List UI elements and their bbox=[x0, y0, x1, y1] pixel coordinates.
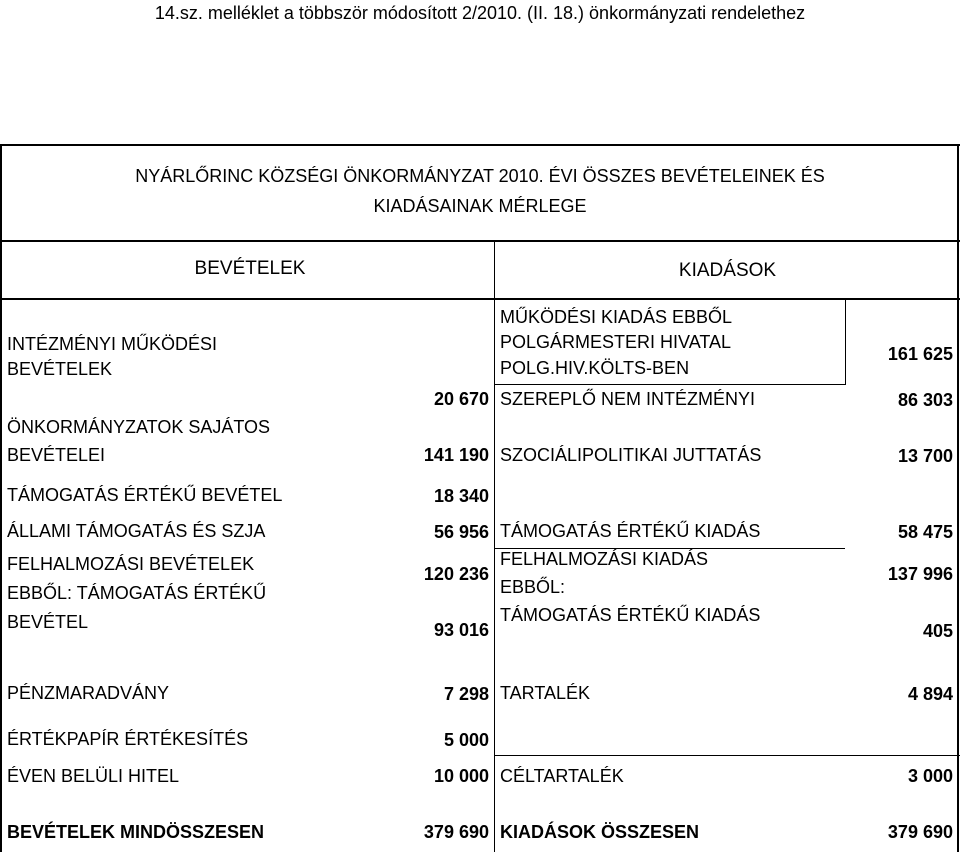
title-divider bbox=[0, 240, 960, 242]
expense-value: 58 475 bbox=[897, 522, 953, 542]
income-label: ÉVEN BELÜLI HITEL bbox=[7, 766, 180, 786]
income-label: INTÉZMÉNYI MŰKÖDÉSI bbox=[7, 334, 218, 354]
expense-label: TARTALÉK bbox=[500, 683, 591, 703]
expense-value: 86 303 bbox=[897, 390, 953, 410]
income-label: FELHALMOZÁSI BEVÉTELEK bbox=[7, 554, 255, 574]
column-divider bbox=[494, 240, 495, 852]
income-value: 93 016 bbox=[433, 620, 489, 640]
income-value: 18 340 bbox=[433, 486, 489, 506]
expense-label: CÉLTARTALÉK bbox=[500, 766, 624, 786]
income-value: 20 670 bbox=[433, 389, 489, 409]
income-label: BEVÉTEL bbox=[7, 612, 89, 632]
expense-label: SZEREPLŐ NEM INTÉZMÉNYI bbox=[500, 389, 756, 409]
income-label: ÖNKORMÁNYZATOK SAJÁTOS bbox=[7, 417, 271, 437]
income-value: 5 000 bbox=[443, 730, 489, 750]
expense-total-label: KIADÁSOK ÖSSZESEN bbox=[500, 822, 700, 842]
expense-value: 161 625 bbox=[887, 344, 953, 364]
expense-value: 137 996 bbox=[887, 564, 953, 584]
expense-value-divider bbox=[845, 299, 846, 385]
expense-label: MŰKÖDÉSI KIADÁS EBBŐL bbox=[500, 307, 733, 327]
expense-value: 405 bbox=[922, 621, 953, 641]
balance-title-line-2: KIADÁSAINAK MÉRLEGE bbox=[373, 196, 587, 216]
expense-total-value: 379 690 bbox=[887, 822, 953, 842]
header-divider bbox=[0, 298, 960, 300]
income-label: BEVÉTELEI bbox=[7, 445, 106, 465]
income-label: ÁLLAMI TÁMOGATÁS ÉS SZJA bbox=[7, 521, 266, 541]
income-label: TÁMOGATÁS ÉRTÉKŰ BEVÉTEL bbox=[7, 485, 283, 505]
row-divider bbox=[495, 384, 845, 385]
expense-value: 4 894 bbox=[907, 684, 953, 704]
expense-label: TÁMOGATÁS ÉRTÉKŰ KIADÁS bbox=[500, 605, 761, 625]
income-value: 10 000 bbox=[433, 766, 489, 786]
expense-column-header: KIADÁSOK bbox=[678, 260, 777, 281]
income-value: 120 236 bbox=[423, 564, 489, 584]
income-value: 56 956 bbox=[433, 522, 489, 542]
expense-label: EBBŐL: bbox=[500, 577, 566, 597]
income-column-header: BEVÉTELEK bbox=[194, 258, 306, 279]
table-border-right bbox=[957, 144, 959, 852]
expense-label: POLG.HIV.KÖLTS-BEN bbox=[500, 358, 690, 378]
row-divider bbox=[495, 755, 960, 756]
income-label: ÉRTÉKPAPÍR ÉRTÉKESÍTÉS bbox=[7, 729, 249, 749]
income-value: 141 190 bbox=[423, 445, 489, 465]
expense-label: POLGÁRMESTERI HIVATAL bbox=[500, 332, 732, 352]
income-total-value: 379 690 bbox=[423, 822, 489, 842]
expense-value: 3 000 bbox=[907, 766, 953, 786]
expense-value: 13 700 bbox=[897, 446, 953, 466]
income-label: PÉNZMARADVÁNY bbox=[7, 683, 170, 703]
table-border-top bbox=[0, 144, 960, 146]
document-header: 14.sz. melléklet a többször módosított 2/2010. (II. 18.) önkormányzati rendelethez bbox=[154, 3, 806, 23]
income-total-label: BEVÉTELEK MINDÖSSZESEN bbox=[7, 822, 265, 842]
income-label: BEVÉTELEK bbox=[7, 359, 113, 379]
balance-title-line-1: NYÁRLŐRINC KÖZSÉGI ÖNKORMÁNYZAT 2010. ÉVI ÖSSZES BEVÉTELEINEK ÉS bbox=[135, 166, 825, 186]
income-label: EBBŐL: TÁMOGATÁS ÉRTÉKŰ bbox=[7, 583, 267, 603]
expense-label: SZOCIÁLIPOLITIKAI JUTTATÁS bbox=[500, 445, 762, 465]
expense-label: FELHALMOZÁSI KIADÁS bbox=[500, 549, 709, 569]
table-border-left bbox=[0, 144, 2, 852]
income-value: 7 298 bbox=[443, 684, 489, 704]
expense-label: TÁMOGATÁS ÉRTÉKŰ KIADÁS bbox=[500, 521, 761, 541]
